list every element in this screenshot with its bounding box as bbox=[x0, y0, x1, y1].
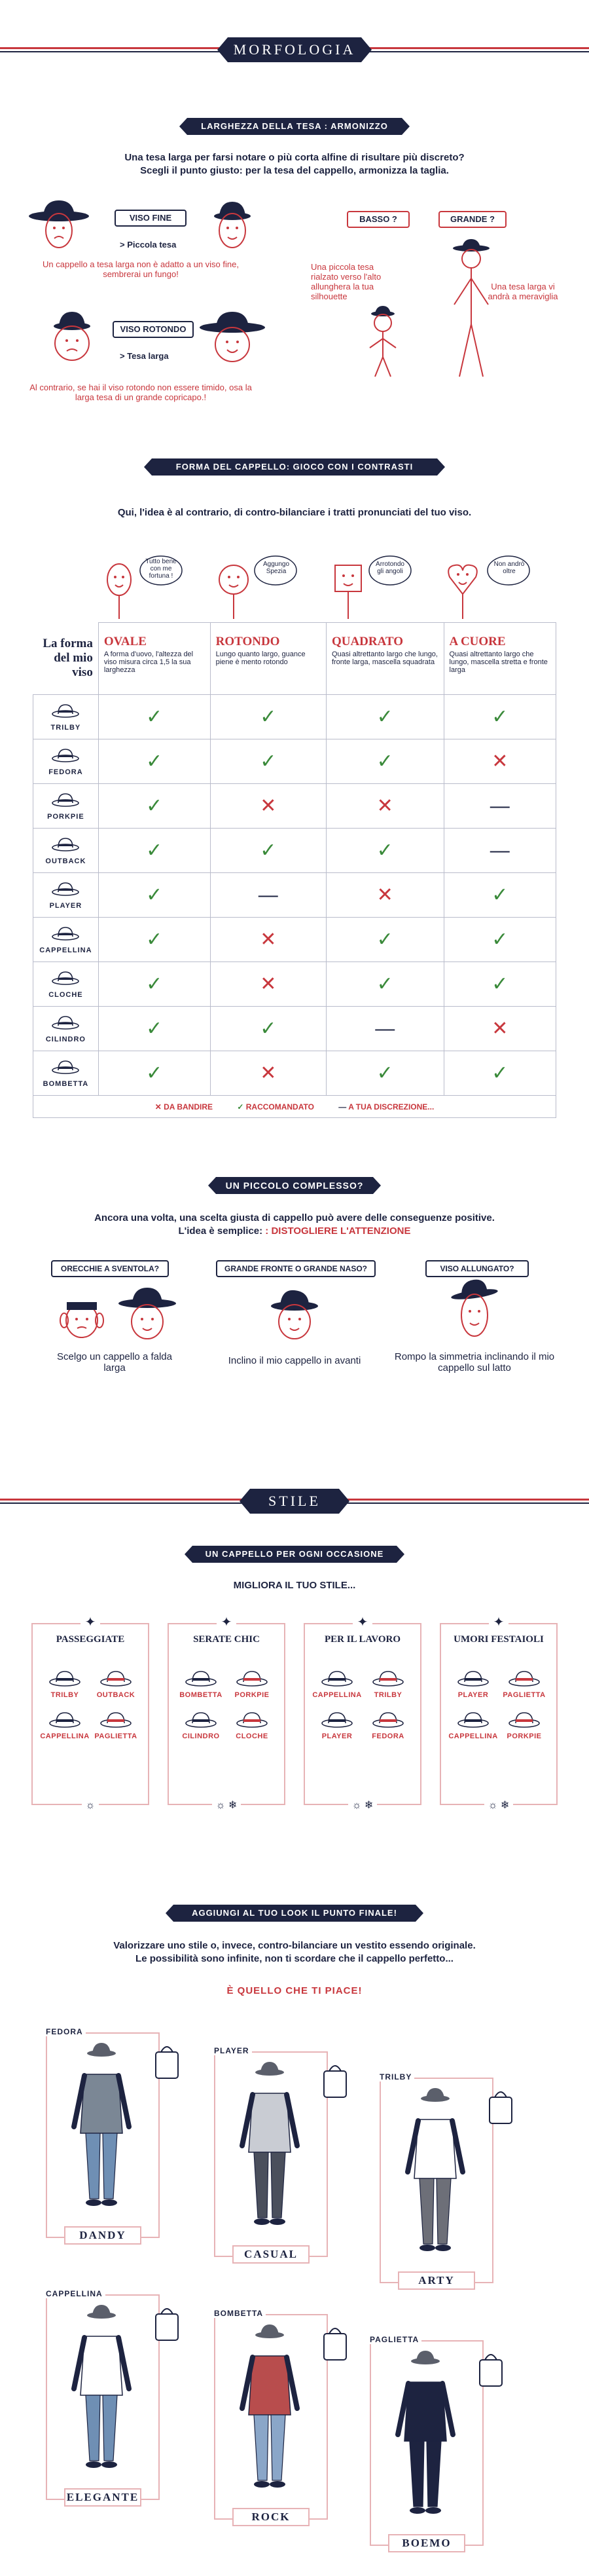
hat-fedora-icon bbox=[363, 1710, 414, 1730]
complesso-intro-1: Ancora una volta, una scelta giusta di cappello può avere delle conseguenze positive. bbox=[94, 1212, 495, 1223]
table-legend-row bbox=[33, 1096, 556, 1118]
cross-icon: ✕ bbox=[260, 973, 277, 995]
tick-icon: ✓ bbox=[376, 1062, 393, 1084]
hat-cappellina-icon bbox=[50, 933, 80, 944]
tick-icon: ✓ bbox=[146, 839, 163, 861]
label-piccola-tesa: > Piccola tesa bbox=[120, 240, 177, 250]
mark-cell bbox=[326, 1051, 444, 1096]
dash-icon: — bbox=[490, 839, 510, 861]
weather-icon: ☼ ❄ bbox=[212, 1800, 241, 1811]
table-row bbox=[33, 829, 556, 873]
hat-trilby-icon bbox=[39, 1669, 90, 1689]
hat-cell-trilby bbox=[33, 695, 99, 739]
occasion-icon: ✦ bbox=[80, 1614, 100, 1630]
mark-cell bbox=[444, 784, 556, 829]
banner-tesa: LARGHEZZA DELLA TESA : ARMONIZZO bbox=[187, 118, 402, 135]
outfit-figure-icon bbox=[230, 2323, 309, 2500]
outfit-style-label: CASUAL bbox=[232, 2245, 310, 2264]
occasion-card bbox=[31, 1615, 149, 1811]
mark-cell bbox=[210, 695, 326, 739]
mark-cell bbox=[326, 739, 444, 784]
legend-cross-icon: ✕ bbox=[154, 1102, 162, 1111]
hat-trilby-icon bbox=[363, 1669, 414, 1689]
hat-paglietta-icon bbox=[90, 1710, 141, 1730]
forma-intro: Qui, l'idea è al contrario, di contro-bilanciare i tratti pronunciati del tuo viso. bbox=[117, 507, 472, 518]
occasion-hat bbox=[448, 1708, 499, 1740]
mark-cell bbox=[444, 695, 556, 739]
tick-icon: ✓ bbox=[491, 1062, 509, 1084]
occasion-hat-label: OUTBACK bbox=[96, 1691, 135, 1699]
hat-bombetta-icon bbox=[175, 1669, 226, 1689]
punto-intro-1: Valorizzare uno stile o, invece, contro-bilanciare un vestito essendo originale. bbox=[113, 1940, 476, 1951]
face-hat-table bbox=[33, 622, 556, 1118]
mark-cell bbox=[326, 873, 444, 918]
hat-cell-outback bbox=[33, 829, 99, 873]
text-allungato: Rompo la simmetria inclinando il mio cappello sul latto bbox=[394, 1351, 555, 1373]
forehead-face-icon bbox=[262, 1282, 327, 1341]
mark-cell bbox=[326, 962, 444, 1007]
migliora-text: MIGLIORA IL TUO STILE... bbox=[233, 1580, 356, 1591]
face-fine-small-hat-icon bbox=[200, 196, 265, 255]
legend-bandire: DA BANDIRE bbox=[164, 1102, 213, 1111]
hat-trilby-icon bbox=[50, 711, 80, 722]
occasion-hat-label: TRILBY bbox=[50, 1691, 79, 1699]
hat-name: CAPPELLINA bbox=[39, 946, 92, 954]
mark-cell bbox=[326, 829, 444, 873]
mark-cell bbox=[210, 829, 326, 873]
occasion-hat bbox=[226, 1667, 277, 1699]
tick-icon: ✓ bbox=[260, 705, 277, 728]
tick-icon: ✓ bbox=[260, 750, 277, 772]
mark-cell bbox=[98, 962, 210, 1007]
hat-cell-fedora bbox=[33, 739, 99, 784]
outfit-figure-icon bbox=[230, 2061, 309, 2237]
hat-cell-cloche bbox=[33, 962, 99, 1007]
occasion-hat-label: PLAYER bbox=[457, 1691, 489, 1699]
weather-icon: ☼ ❄ bbox=[484, 1800, 514, 1811]
cross-icon: ✕ bbox=[491, 1017, 509, 1039]
occasion-hat-label: CAPPELLINA bbox=[40, 1732, 90, 1740]
section-title-stile: STILE bbox=[250, 1489, 339, 1514]
mark-cell bbox=[444, 962, 556, 1007]
table-row bbox=[33, 873, 556, 918]
hat-cell-player bbox=[33, 873, 99, 918]
outfit-accessory-icon bbox=[319, 2058, 351, 2110]
complesso-intro-2: L'idea è semplice: bbox=[178, 1225, 263, 1237]
mark-cell bbox=[210, 1007, 326, 1051]
table-row bbox=[33, 962, 556, 1007]
tick-icon: ✓ bbox=[491, 705, 509, 728]
occasion-icon: ✦ bbox=[353, 1614, 372, 1630]
tick-icon: ✓ bbox=[146, 1017, 163, 1039]
outfit-style-label: ARTY bbox=[398, 2271, 475, 2290]
table-header-row bbox=[33, 623, 556, 695]
mark-cell bbox=[444, 873, 556, 918]
table-row bbox=[33, 739, 556, 784]
occasion-hat bbox=[363, 1667, 414, 1699]
outfit-hat-label: BOMBETTA bbox=[211, 2309, 266, 2318]
complesso-intro-3: : DISTOGLIERE L'ATTENZIONE bbox=[265, 1225, 411, 1237]
mark-cell bbox=[210, 918, 326, 962]
tick-icon: ✓ bbox=[146, 794, 163, 817]
legend-raccomandato: RACCOMANDATO bbox=[245, 1102, 314, 1111]
tick-icon: ✓ bbox=[376, 705, 393, 728]
face-col-oval bbox=[98, 623, 210, 695]
outfit-accessory-icon bbox=[151, 2301, 183, 2353]
banner-forma: FORMA DEL CAPPELLO: GIOCO CON I CONTRASTI bbox=[152, 458, 437, 476]
cross-icon: ✕ bbox=[376, 794, 393, 817]
face-name-heart: A CUORE bbox=[449, 635, 506, 648]
hat-cappellina-icon bbox=[39, 1710, 90, 1730]
outfit-hat-label: CAPPELLINA bbox=[43, 2289, 105, 2298]
occasion-hat bbox=[39, 1667, 90, 1699]
label-tesa-larga: > Tesa larga bbox=[120, 351, 169, 361]
outfit-accessory-icon bbox=[474, 2347, 507, 2399]
occasion-hat-label: CLOCHE bbox=[236, 1732, 268, 1740]
section-title-morfologia: MORFOLOGIA bbox=[228, 37, 361, 62]
pill-grande: GRANDE ? bbox=[438, 211, 507, 228]
occasion-title: SERATE CHIC bbox=[193, 1634, 260, 1645]
hat-cilindro-icon bbox=[175, 1710, 226, 1730]
occasion-hat-label: FEDORA bbox=[372, 1732, 404, 1740]
mark-cell bbox=[98, 1007, 210, 1051]
text-viso-fine: Un cappello a tesa larga non è adatto a un viso fine, sembrerai un fungo! bbox=[43, 259, 239, 279]
hat-paglietta-icon bbox=[499, 1669, 550, 1689]
tesa-intro-2: Scegli il punto giusto: per la tesa del cappello, armonizza la taglia. bbox=[140, 165, 449, 176]
pill-viso-fine: VISO FINE bbox=[115, 210, 187, 227]
occasion-hat-label: CAPPELLINA bbox=[312, 1691, 362, 1699]
punto-intro-2: Le possibilità sono infinite, non ti scordare che il cappello perfetto... bbox=[135, 1953, 454, 1964]
dash-icon: — bbox=[258, 884, 278, 906]
banner-punto: AGGIUNGI AL TUO LOOK IL PUNTO FINALE! bbox=[173, 1905, 416, 1922]
cross-icon: ✕ bbox=[260, 794, 277, 817]
hat-outback-icon bbox=[90, 1669, 141, 1689]
face-name-round: ROTONDO bbox=[215, 635, 280, 648]
short-figure-icon bbox=[357, 305, 409, 383]
hat-name: CILINDRO bbox=[45, 1036, 86, 1043]
pill-allungato: VISO ALLUNGATO? bbox=[425, 1260, 529, 1277]
occasion-hat bbox=[499, 1708, 550, 1740]
tick-icon: ✓ bbox=[376, 928, 393, 950]
outfit-figure-icon bbox=[386, 2349, 465, 2526]
outfit-style-label: BOEMO bbox=[388, 2534, 465, 2552]
occasion-hat-label: PAGLIETTA bbox=[503, 1691, 546, 1699]
tick-icon: ✓ bbox=[146, 705, 163, 728]
face-desc-square: Quasi altrettanto largo che lungo, fronte larga, mascella squadrata bbox=[331, 650, 438, 666]
tick-icon: ✓ bbox=[146, 928, 163, 950]
hat-bombetta-icon bbox=[50, 1067, 80, 1078]
tick-icon: ✓ bbox=[376, 750, 393, 772]
dash-icon: — bbox=[375, 1017, 395, 1039]
piace-text: È QUELLO CHE TI PIACE! bbox=[226, 1985, 363, 1996]
long-face-icon bbox=[442, 1277, 507, 1343]
tick-icon: ✓ bbox=[146, 973, 163, 995]
occasion-card bbox=[168, 1615, 285, 1811]
tick-icon: ✓ bbox=[491, 973, 509, 995]
banner-occasione: UN CAPPELLO PER OGNI OCCASIONE bbox=[192, 1546, 397, 1563]
occasion-hat bbox=[175, 1708, 226, 1740]
cross-icon: ✕ bbox=[376, 884, 393, 906]
mark-cell bbox=[210, 1051, 326, 1096]
outfit-figure-icon bbox=[62, 2304, 141, 2480]
occasion-hat bbox=[226, 1708, 277, 1740]
face-fine-large-hat-icon bbox=[26, 196, 92, 255]
hat-player-icon bbox=[312, 1710, 363, 1730]
occasion-hat-label: PAGLIETTA bbox=[94, 1732, 137, 1740]
cross-icon: ✕ bbox=[491, 750, 509, 772]
outfit-style-label: ELEGANTE bbox=[64, 2488, 141, 2507]
hat-cell-cilindro bbox=[33, 1007, 99, 1051]
cross-icon: ✕ bbox=[260, 928, 277, 950]
occasion-hat-label: PLAYER bbox=[321, 1732, 353, 1740]
face-desc-heart: Quasi altrettanto largo che lungo, mascella stretta e fronte larga bbox=[449, 650, 548, 674]
table-corner-label: La forma del mio viso bbox=[33, 623, 99, 695]
hat-name: CLOCHE bbox=[48, 991, 83, 999]
mark-cell bbox=[444, 918, 556, 962]
occasion-title: UMORI FESTAIOLI bbox=[454, 1634, 544, 1645]
bubble-oval: Tutto bene con me fortuna ! bbox=[145, 558, 177, 580]
tesa-intro-1: Una tesa larga per farsi notare o più corta alfine di risultare più discreto? bbox=[124, 152, 465, 163]
hat-outback-icon bbox=[50, 844, 80, 855]
mark-cell bbox=[98, 918, 210, 962]
mark-cell bbox=[98, 784, 210, 829]
hat-name: TRILBY bbox=[50, 724, 81, 732]
occasion-hat bbox=[90, 1708, 141, 1740]
hat-cloche-icon bbox=[50, 978, 80, 989]
hat-cilindro-icon bbox=[50, 1022, 80, 1034]
hat-name: PORKPIE bbox=[47, 813, 84, 821]
legend-dash-icon: — bbox=[338, 1102, 347, 1111]
tick-icon: ✓ bbox=[491, 884, 509, 906]
mark-cell bbox=[210, 784, 326, 829]
tick-icon: ✓ bbox=[260, 839, 277, 861]
outfit-accessory-icon bbox=[151, 2039, 183, 2091]
face-desc-oval: A forma d'uovo, l'altezza del viso misura circa 1,5 la sua larghezza bbox=[103, 650, 194, 674]
mark-cell bbox=[326, 1007, 444, 1051]
occasion-hat-label: PORKPIE bbox=[234, 1691, 270, 1699]
outfit-figure-icon bbox=[396, 2087, 474, 2264]
mark-cell bbox=[326, 695, 444, 739]
face-col-round bbox=[210, 623, 326, 695]
tick-icon: ✓ bbox=[376, 973, 393, 995]
pill-viso-rotondo: VISO ROTONDO bbox=[113, 321, 194, 338]
text-viso-rotondo: Al contrario, se hai il viso rotondo non essere timido, osa la larga tesa di un grande copricapo.! bbox=[29, 383, 252, 402]
tick-icon: ✓ bbox=[146, 1062, 163, 1084]
tick-icon: ✓ bbox=[376, 839, 393, 861]
outfit-accessory-icon bbox=[484, 2084, 517, 2137]
bubble-round: Aggungo Spezia bbox=[262, 561, 290, 575]
hat-cloche-icon bbox=[226, 1710, 277, 1730]
occasion-icon: ✦ bbox=[489, 1614, 509, 1630]
banner-complesso: UN PICCOLO COMPLESSO? bbox=[216, 1177, 373, 1194]
hat-cell-bombetta bbox=[33, 1051, 99, 1096]
hat-cell-cappellina bbox=[33, 918, 99, 962]
text-grande: Una tesa larga vi andrà a meraviglia bbox=[488, 282, 558, 301]
occasion-hat bbox=[39, 1708, 90, 1740]
text-basso: Una piccola tesa rialzato verso l'alto allunghera la tua silhouette bbox=[311, 262, 382, 301]
hat-fedora-icon bbox=[50, 755, 80, 766]
mark-cell bbox=[210, 962, 326, 1007]
face-round-small-hat-icon bbox=[39, 308, 105, 367]
mark-cell bbox=[210, 739, 326, 784]
mark-cell bbox=[98, 739, 210, 784]
outfit-style-label: ROCK bbox=[232, 2508, 310, 2526]
outfit-figure-icon bbox=[62, 2042, 141, 2218]
mark-cell bbox=[210, 873, 326, 918]
occasion-hat bbox=[312, 1708, 363, 1740]
text-fronte: Inclino il mio cappello in avanti bbox=[228, 1355, 361, 1366]
bubble-heart: Non andrò oltre bbox=[493, 561, 525, 575]
face-round-large-hat-icon bbox=[196, 308, 268, 367]
table-row bbox=[33, 1007, 556, 1051]
legend-tick-icon: ✓ bbox=[237, 1102, 244, 1111]
occasion-hat-label: BOMBETTA bbox=[179, 1691, 223, 1699]
legend-discrezione: A TUA DISCREZIONE... bbox=[348, 1102, 435, 1111]
text-orecchie: Scelgo un cappello a falda larga bbox=[57, 1351, 172, 1373]
mark-cell bbox=[444, 829, 556, 873]
weather-icon: ☼ ❄ bbox=[348, 1800, 378, 1811]
outfit-hat-label: PLAYER bbox=[211, 2046, 252, 2055]
outfit-accessory-icon bbox=[319, 2321, 351, 2373]
hat-name: FEDORA bbox=[48, 768, 83, 776]
face-name-square: QUADRATO bbox=[331, 635, 404, 648]
occasion-hat-label: CAPPELLINA bbox=[448, 1732, 498, 1740]
tick-icon: ✓ bbox=[146, 884, 163, 906]
outfit-style-label: DANDY bbox=[64, 2226, 141, 2245]
occasion-card bbox=[304, 1615, 421, 1811]
mark-cell bbox=[444, 739, 556, 784]
face-desc-round: Lungo quanto largo, guance piene è mento rotondo bbox=[215, 650, 306, 666]
outfit-hat-label: PAGLIETTA bbox=[367, 2335, 421, 2344]
ears-faces-icon bbox=[52, 1282, 183, 1341]
pill-basso: BASSO ? bbox=[347, 211, 410, 228]
mark-cell bbox=[98, 695, 210, 739]
dash-icon: — bbox=[490, 794, 510, 817]
table-row bbox=[33, 918, 556, 962]
face-name-oval: OVALE bbox=[103, 635, 147, 648]
pill-fronte: GRANDE FRONTE O GRANDE NASO? bbox=[216, 1260, 376, 1277]
tick-icon: ✓ bbox=[491, 928, 509, 950]
mark-cell bbox=[98, 873, 210, 918]
occasion-hat bbox=[448, 1667, 499, 1699]
mark-cell bbox=[98, 829, 210, 873]
occasion-hat bbox=[175, 1667, 226, 1699]
complesso-intro-line2 bbox=[33, 1225, 556, 1237]
occasion-card bbox=[440, 1615, 558, 1811]
hat-porkpie-icon bbox=[226, 1669, 277, 1689]
hat-porkpie-icon bbox=[499, 1710, 550, 1730]
occasion-title: PASSEGGIATE bbox=[56, 1634, 125, 1645]
table-legend bbox=[33, 1096, 556, 1118]
mark-cell bbox=[326, 784, 444, 829]
pill-orecchie: ORECCHIE A SVENTOLA? bbox=[51, 1260, 169, 1277]
tall-figure-icon bbox=[445, 239, 497, 383]
cross-icon: ✕ bbox=[260, 1062, 277, 1084]
hat-cell-porkpie bbox=[33, 784, 99, 829]
mark-cell bbox=[444, 1051, 556, 1096]
tick-icon: ✓ bbox=[146, 750, 163, 772]
weather-icon: ☼ bbox=[82, 1800, 99, 1811]
outfit-hat-label: FEDORA bbox=[43, 2027, 86, 2036]
table-row bbox=[33, 695, 556, 739]
occasion-title: PER IL LAVORO bbox=[324, 1634, 401, 1645]
mark-cell bbox=[444, 1007, 556, 1051]
occasion-hat bbox=[363, 1708, 414, 1740]
occasion-hat bbox=[499, 1667, 550, 1699]
hat-name: OUTBACK bbox=[45, 857, 86, 865]
mark-cell bbox=[326, 918, 444, 962]
occasion-hat bbox=[312, 1667, 363, 1699]
mark-cell bbox=[98, 1051, 210, 1096]
occasion-hat-label: PORKPIE bbox=[507, 1732, 542, 1740]
occasion-icon: ✦ bbox=[217, 1614, 236, 1630]
outfit-hat-label: TRILBY bbox=[377, 2072, 414, 2081]
occasion-hat bbox=[90, 1667, 141, 1699]
hat-player-icon bbox=[448, 1669, 499, 1689]
face-col-square bbox=[326, 623, 444, 695]
table-row bbox=[33, 1051, 556, 1096]
bubble-square: Arrotondo gli angoli bbox=[376, 561, 404, 575]
hat-porkpie-icon bbox=[50, 800, 80, 811]
hat-name: PLAYER bbox=[49, 902, 82, 910]
table-row bbox=[33, 784, 556, 829]
hat-cappellina-icon bbox=[448, 1710, 499, 1730]
hat-player-icon bbox=[50, 889, 80, 900]
tick-icon: ✓ bbox=[260, 1017, 277, 1039]
occasion-hat-label: TRILBY bbox=[374, 1691, 402, 1699]
hat-name: BOMBETTA bbox=[43, 1080, 89, 1088]
hat-cappellina-icon bbox=[312, 1669, 363, 1689]
occasion-hat-label: CILINDRO bbox=[182, 1732, 220, 1740]
face-col-heart bbox=[444, 623, 556, 695]
